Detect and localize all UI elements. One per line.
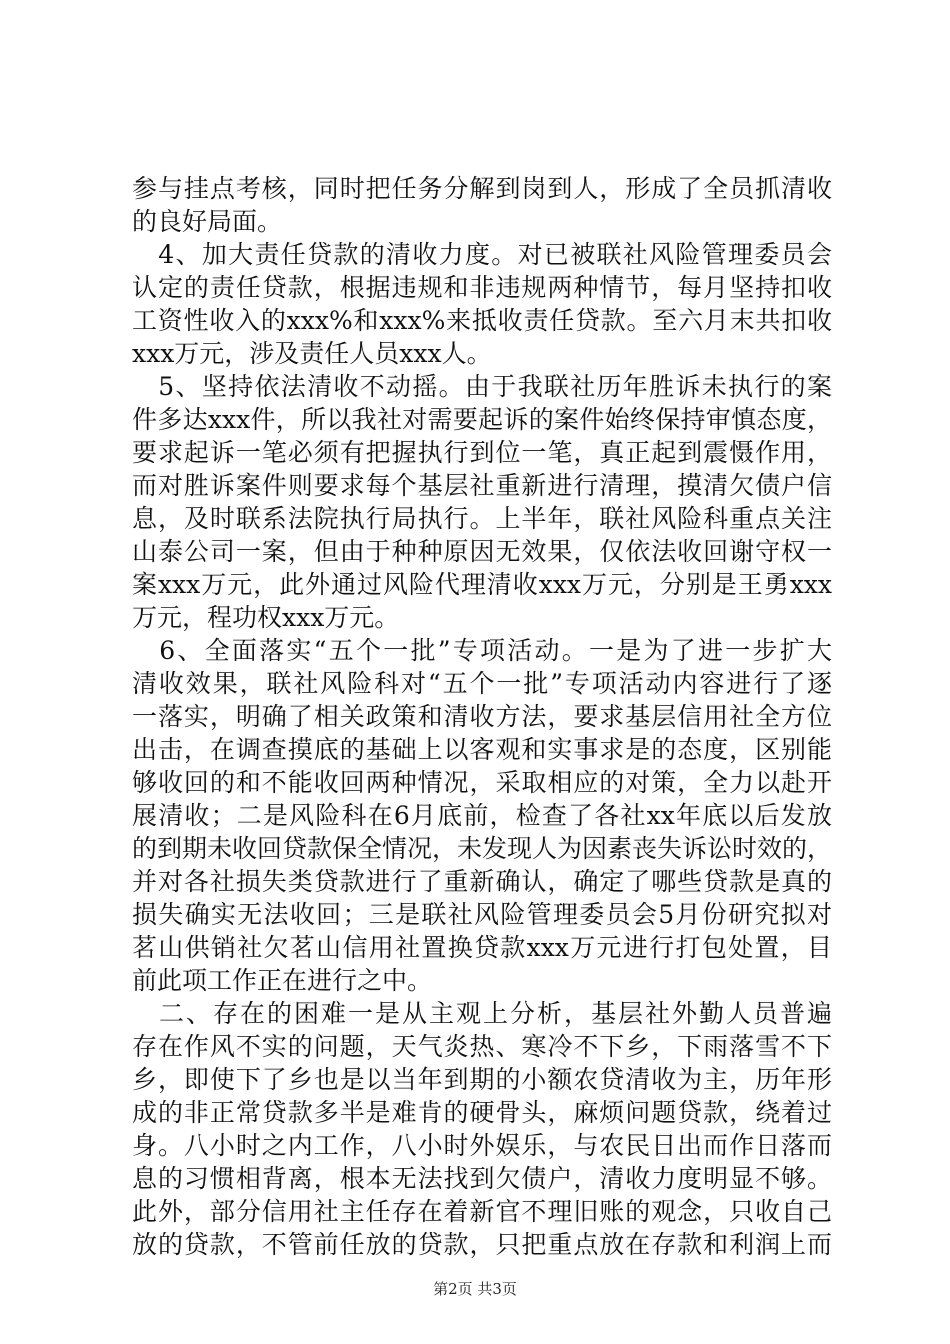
text-line: 息，及时联系法院执行局执行。上半年，联社风险科重点关注 xyxy=(132,504,832,533)
text-line: 山泰公司一案，但由于种种原因无效果，仅依法收回谢守权一 xyxy=(132,537,832,566)
text-line: 案xxx万元，此外通过风险代理清收xxx万元，分别是王勇xxx xyxy=(132,570,832,599)
text-line: 此外，部分信用社主任存在着新官不理旧账的观念，只收自己 xyxy=(132,1197,832,1226)
text-line: 并对各社损失类贷款进行了重新确认，确定了哪些贷款是真的 xyxy=(132,867,832,896)
text-line: xxx万元，涉及责任人员xxx人。 xyxy=(132,339,492,368)
text-line: 乡，即使下了乡也是以当年到期的小额农贷清收为主，历年形 xyxy=(132,1065,832,1094)
text-line: 6、全面落实“五个一批”专项活动。一是为了进一步扩大 xyxy=(132,636,832,665)
text-line: 认定的责任贷款，根据违规和非违规两种情节，每月坚持扣收 xyxy=(132,273,832,302)
text-line: 而对胜诉案件则要求每个基层社重新进行清理，摸清欠债户信 xyxy=(132,471,832,500)
text-line: 成的非正常贷款多半是难肯的硬骨头，麻烦问题贷款，绕着过 xyxy=(132,1098,832,1127)
text-line: 要求起诉一笔必须有把握执行到位一笔，真正起到震慑作用， xyxy=(132,438,832,467)
text-line: 身。八小时之内工作，八小时外娱乐，与农民日出而作日落而 xyxy=(132,1131,832,1160)
text-line: 出击，在调查摸底的基础上以客观和实事求是的态度，区别能 xyxy=(132,735,832,764)
text-line: 清收效果，联社风险科对“五个一批”专项活动内容进行了逐 xyxy=(132,669,832,698)
text-line: 息的习惯相背离，根本无法找到欠债户，清收力度明显不够。 xyxy=(132,1164,832,1193)
text-line: 工资性收入的xxx%和xxx%来抵收责任贷款。至六月末共扣收 xyxy=(132,306,832,335)
text-line: 二、存在的困难一是从主观上分析，基层社外勤人员普遍 xyxy=(132,999,832,1028)
text-line: 损失确实无法收回；三是联社风险管理委员会5月份研究拟对 xyxy=(132,900,832,929)
text-line: 件多达xxx件，所以我社对需要起诉的案件始终保持审慎态度， xyxy=(132,405,832,434)
text-line: 5、坚持依法清收不动摇。由于我联社历年胜诉未执行的案 xyxy=(132,372,832,401)
text-line: 够收回的和不能收回两种情况，采取相应的对策，全力以赴开 xyxy=(132,768,832,797)
text-line: 一落实，明确了相关政策和清收方法，要求基层信用社全方位 xyxy=(132,702,832,731)
text-line: 4、加大责任贷款的清收力度。对已被联社风险管理委员会 xyxy=(132,240,832,269)
text-line: 展清收；二是风险科在6月底前，检查了各社xx年底以后发放 xyxy=(132,801,832,830)
text-line: 万元，程功权xxx万元。 xyxy=(132,603,400,632)
text-line: 前此项工作正在进行之中。 xyxy=(132,966,433,995)
text-line: 的良好局面。 xyxy=(132,207,283,236)
text-line: 放的贷款，不管前任放的贷款，只把重点放在存款和利润上而 xyxy=(132,1230,832,1259)
page-footer: 第2页 共3页 xyxy=(433,1280,517,1298)
text-line: 的到期未收回贷款保全情况，未发现人为因素丧失诉讼时效的， xyxy=(132,834,833,863)
text-line: 参与挂点考核，同时把任务分解到岗到人，形成了全员抓清收 xyxy=(132,174,832,203)
text-line: 茗山供销社欠茗山信用社置换贷款xxx万元进行打包处置，目 xyxy=(132,933,832,962)
text-line: 存在作风不实的问题，天气炎热、寒冷不下乡，下雨落雪不下 xyxy=(132,1032,832,1061)
